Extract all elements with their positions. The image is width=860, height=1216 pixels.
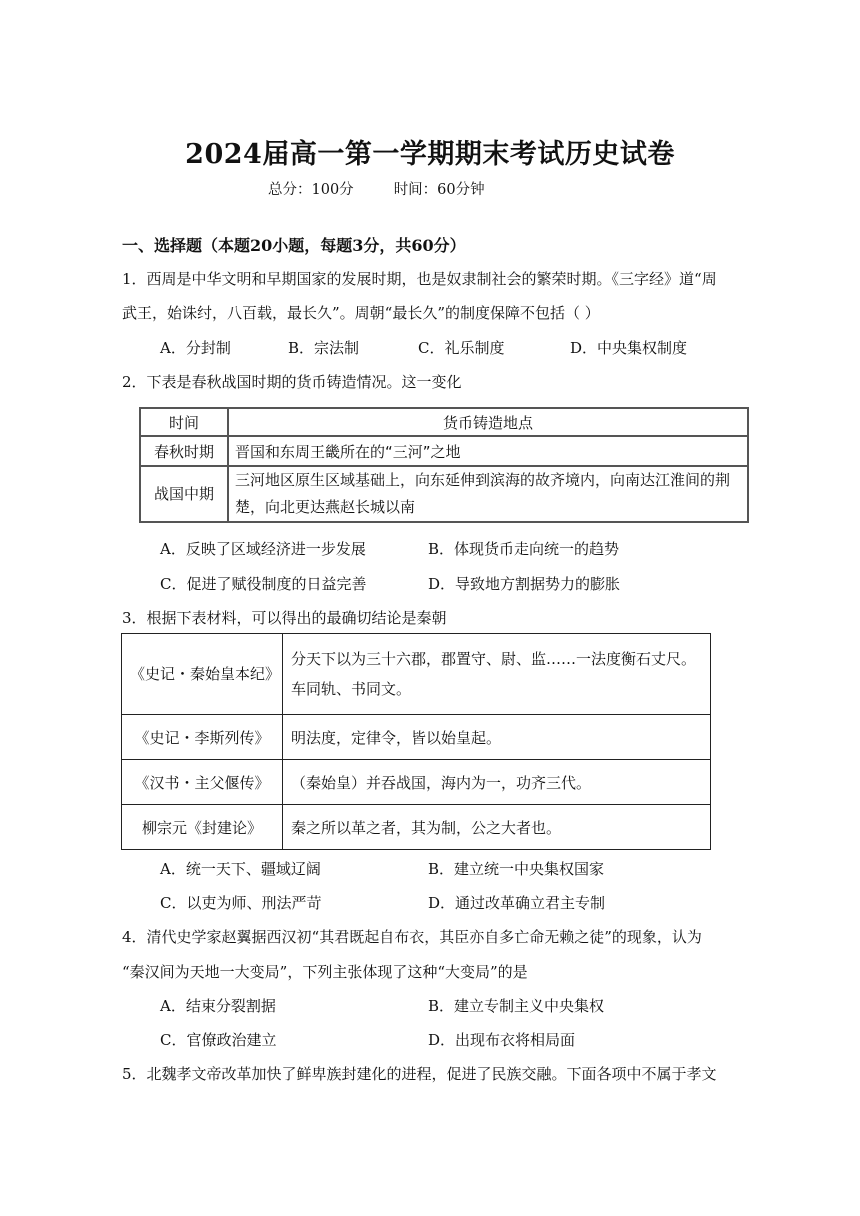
q3-source-2: 《史记・李斯列传》	[122, 715, 283, 760]
section-heading: 一、选择题（本题20小题，每题3分，共60分）	[122, 236, 466, 255]
q2-table-header-place: 货币铸造地点	[228, 408, 748, 436]
q2-table-row2-time: 战国中期	[140, 466, 228, 522]
q2-option-c[interactable]: C．促进了赋役制度的日益完善	[160, 575, 367, 593]
q1-option-c[interactable]: C．礼乐制度	[418, 339, 505, 357]
q2-table-row1-time: 春秋时期	[140, 436, 228, 466]
q3-source-table	[121, 633, 711, 850]
total-score: 总分：100分	[268, 182, 354, 198]
q3-source-3: 《汉书・主父偃传》	[122, 760, 283, 805]
q2-coinage-table	[139, 407, 749, 523]
q1-option-a[interactable]: A．分封制	[160, 339, 231, 357]
q1-option-b[interactable]: B．宗法制	[288, 339, 360, 357]
q2-stem: 2．下表是春秋战国时期的货币铸造情况。这一变化	[122, 373, 462, 391]
q1-option-d[interactable]: D．中央集权制度	[570, 339, 688, 357]
q4-option-c[interactable]: C．官僚政治建立	[160, 1031, 277, 1049]
q1-stem-line2: 武王，始诛纣，八百载，最长久”。周朝“最长久”的制度保障不包括（ ）	[122, 304, 600, 322]
q4-option-b[interactable]: B．建立专制主义中央集权	[428, 997, 605, 1015]
q3-quote-2: 明法度，定律令，皆以始皇起。	[283, 715, 711, 760]
q4-option-d[interactable]: D．出现布衣将相局面	[428, 1031, 576, 1049]
q2-option-d[interactable]: D．导致地方割据势力的膨胀	[428, 575, 621, 593]
q3-stem: 3．根据下表材料，可以得出的最确切结论是秦朝	[122, 609, 447, 627]
q3-option-c[interactable]: C．以吏为师、刑法严苛	[160, 894, 322, 912]
q1-stem-line1: 1．西周是中华文明和早期国家的发展时期，也是奴隶制社会的繁荣时期。《三字经》道“周	[122, 270, 717, 288]
q3-option-b[interactable]: B．建立统一中央集权国家	[428, 860, 605, 878]
q3-option-d[interactable]: D．通过改革确立君主专制	[428, 894, 606, 912]
q3-source-1: 《史记・秦始皇本纪》	[122, 634, 283, 715]
q4-stem-line1: 4．清代史学家赵翼据西汉初“其君既起自布衣，其臣亦自多亡命无赖之徒”的现象，认为	[122, 928, 702, 946]
q2-table-header-time: 时间	[140, 408, 228, 436]
exam-time: 时间：60分钟	[393, 182, 485, 198]
exam-meta	[268, 178, 485, 199]
q2-option-b[interactable]: B．体现货币走向统一的趋势	[428, 540, 620, 558]
q3-quote-3: （秦始皇）并吞战国，海内为一，功齐三代。	[283, 760, 711, 805]
q3-source-4: 柳宗元《封建论》	[122, 805, 283, 850]
q4-option-a[interactable]: A．结束分裂割据	[160, 997, 276, 1015]
q5-stem-line1: 5．北魏孝文帝改革加快了鲜卑族封建化的进程，促进了民族交融。下面各项中不属于孝文	[122, 1065, 717, 1083]
q4-stem-line2: “秦汉间为天地一大变局”，下列主张体现了这种“大变局”的是	[122, 963, 528, 981]
q3-option-a[interactable]: A．统一天下、疆域辽阔	[160, 860, 321, 878]
q2-table-row2-place: 三河地区原生区域基础上，向东延伸到滨海的故齐境内，向南达江淮间的荆楚，向北更达燕赵长城以南	[228, 466, 748, 522]
exam-title: 2024届高一第一学期期末考试历史试卷	[185, 139, 675, 170]
q3-quote-4: 秦之所以革之者，其为制，公之大者也。	[283, 805, 711, 850]
q2-option-a[interactable]: A．反映了区域经济进一步发展	[160, 540, 366, 558]
q3-quote-1: 分天下以为三十六郡，郡置守、尉、监……一法度衡石丈尺。车同轨、书同文。	[283, 634, 711, 715]
q2-table-row1-place: 晋国和东周王畿所在的“三河”之地	[228, 436, 748, 466]
